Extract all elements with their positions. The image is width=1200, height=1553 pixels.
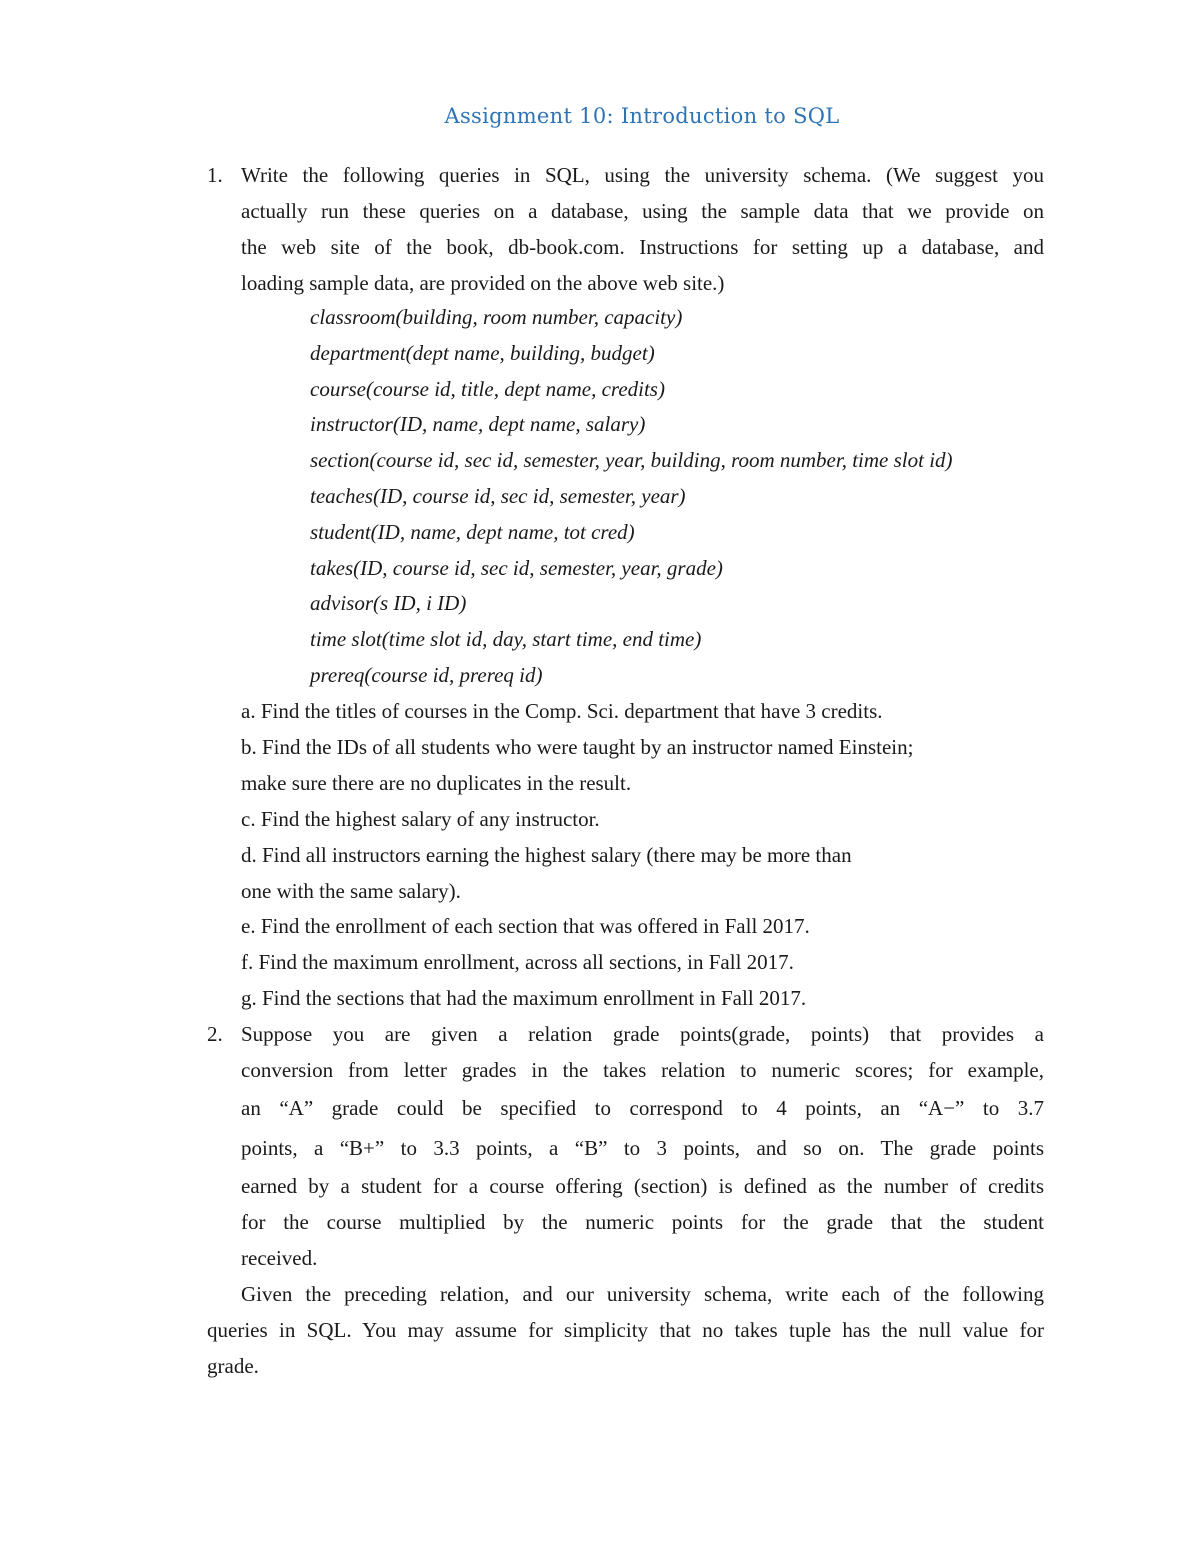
query-part-a: a. Find the titles of courses in the Comp. Sci. department that have 3 credits. [241, 699, 883, 723]
question-2-text [241, 1016, 1044, 1276]
schema-relation: prereq(course id, prereq id) [310, 662, 543, 687]
schema-relation: student(ID, name, dept name, tot cred) [310, 519, 635, 544]
query-part-g: g. Find the sections that had the maximum enrollment in Fall 2017. [241, 986, 807, 1011]
question-2-line: for the course multiplied by the numeric points for the grade that the student [241, 1210, 1044, 1234]
question-2-line: Suppose you are given a relation grade points(grade, points) that provides a [241, 1022, 1044, 1046]
question-1-line: actually run these queries on a database, using the sample data that we provide on [241, 199, 1044, 223]
schema-relation: classroom(building, room number, capacity) [310, 305, 683, 329]
question-1-line: Write the following queries in SQL, using the university schema. (We suggest you [241, 163, 1044, 187]
query-part-b: b. Find the IDs of all students who were taught by an instructor named Einstein; [241, 734, 914, 759]
followup-line: queries in SQL. You may assume for simplicity that no takes tuple has the null value for [207, 1318, 1044, 1342]
question-1-number: 1. [207, 163, 223, 187]
query-part-d: d. Find all instructors earning the highest salary (there may be more than [241, 842, 852, 867]
question-1-line: loading sample data, are provided on the above web site.) [241, 271, 725, 295]
schema-relation: teaches(ID, course id, sec id, semester, year) [310, 483, 686, 508]
university-schema-list [310, 300, 953, 694]
schema-relation: department(dept name, building, budget) [310, 340, 655, 365]
query-part-e: e. Find the enrollment of each section that was offered in Fall 2017. [241, 914, 810, 939]
followup-line: Given the preceding relation, and our university schema, write each of the following [241, 1282, 1044, 1306]
schema-relation: instructor(ID, name, dept name, salary) [310, 412, 646, 437]
schema-relation: course(course id, title, dept name, credits) [310, 376, 665, 401]
question-2-line: earned by a student for a course offering (section) is defined as the number of credits [241, 1174, 1044, 1198]
schema-relation: advisor(s ID, i ID) [310, 591, 467, 616]
question-2-line: an “A” grade could be specified to correspond to 4 points, an “A−” to 3.7 [241, 1096, 1044, 1120]
query-part-b-continued: make sure there are no duplicates in the result. [241, 770, 632, 795]
schema-relation: section(course id, sec id, semester, year, building, room number, time slot id) [310, 448, 953, 473]
document-title: Assignment 10: Introduction to SQL [444, 104, 840, 128]
query-part-f: f. Find the maximum enrollment, across all sections, in Fall 2017. [241, 950, 794, 975]
query-part-c: c. Find the highest salary of any instructor. [241, 806, 600, 831]
question-1-parts [241, 694, 913, 1017]
query-part-d-continued: one with the same salary). [241, 878, 461, 903]
question-1-line: the web site of the book, db-book.com. Instructions for setting up a database, and [241, 235, 1044, 259]
question-2-line: received. [241, 1246, 318, 1270]
question-2-line: points, a “B+” to 3.3 points, a “B” to 3 points, and so on. The grade points [241, 1136, 1044, 1160]
question-1-text [241, 157, 1044, 301]
question-2-followup [207, 1276, 1044, 1384]
schema-relation: takes(ID, course id, sec id, semester, year, grade) [310, 555, 723, 580]
question-2-line: conversion from letter grades in the takes relation to numeric scores; for example, [241, 1058, 1044, 1082]
followup-line: grade. [207, 1354, 259, 1378]
schema-relation: time slot(time slot id, day, start time, end time) [310, 627, 702, 652]
question-2-number: 2. [207, 1022, 223, 1046]
